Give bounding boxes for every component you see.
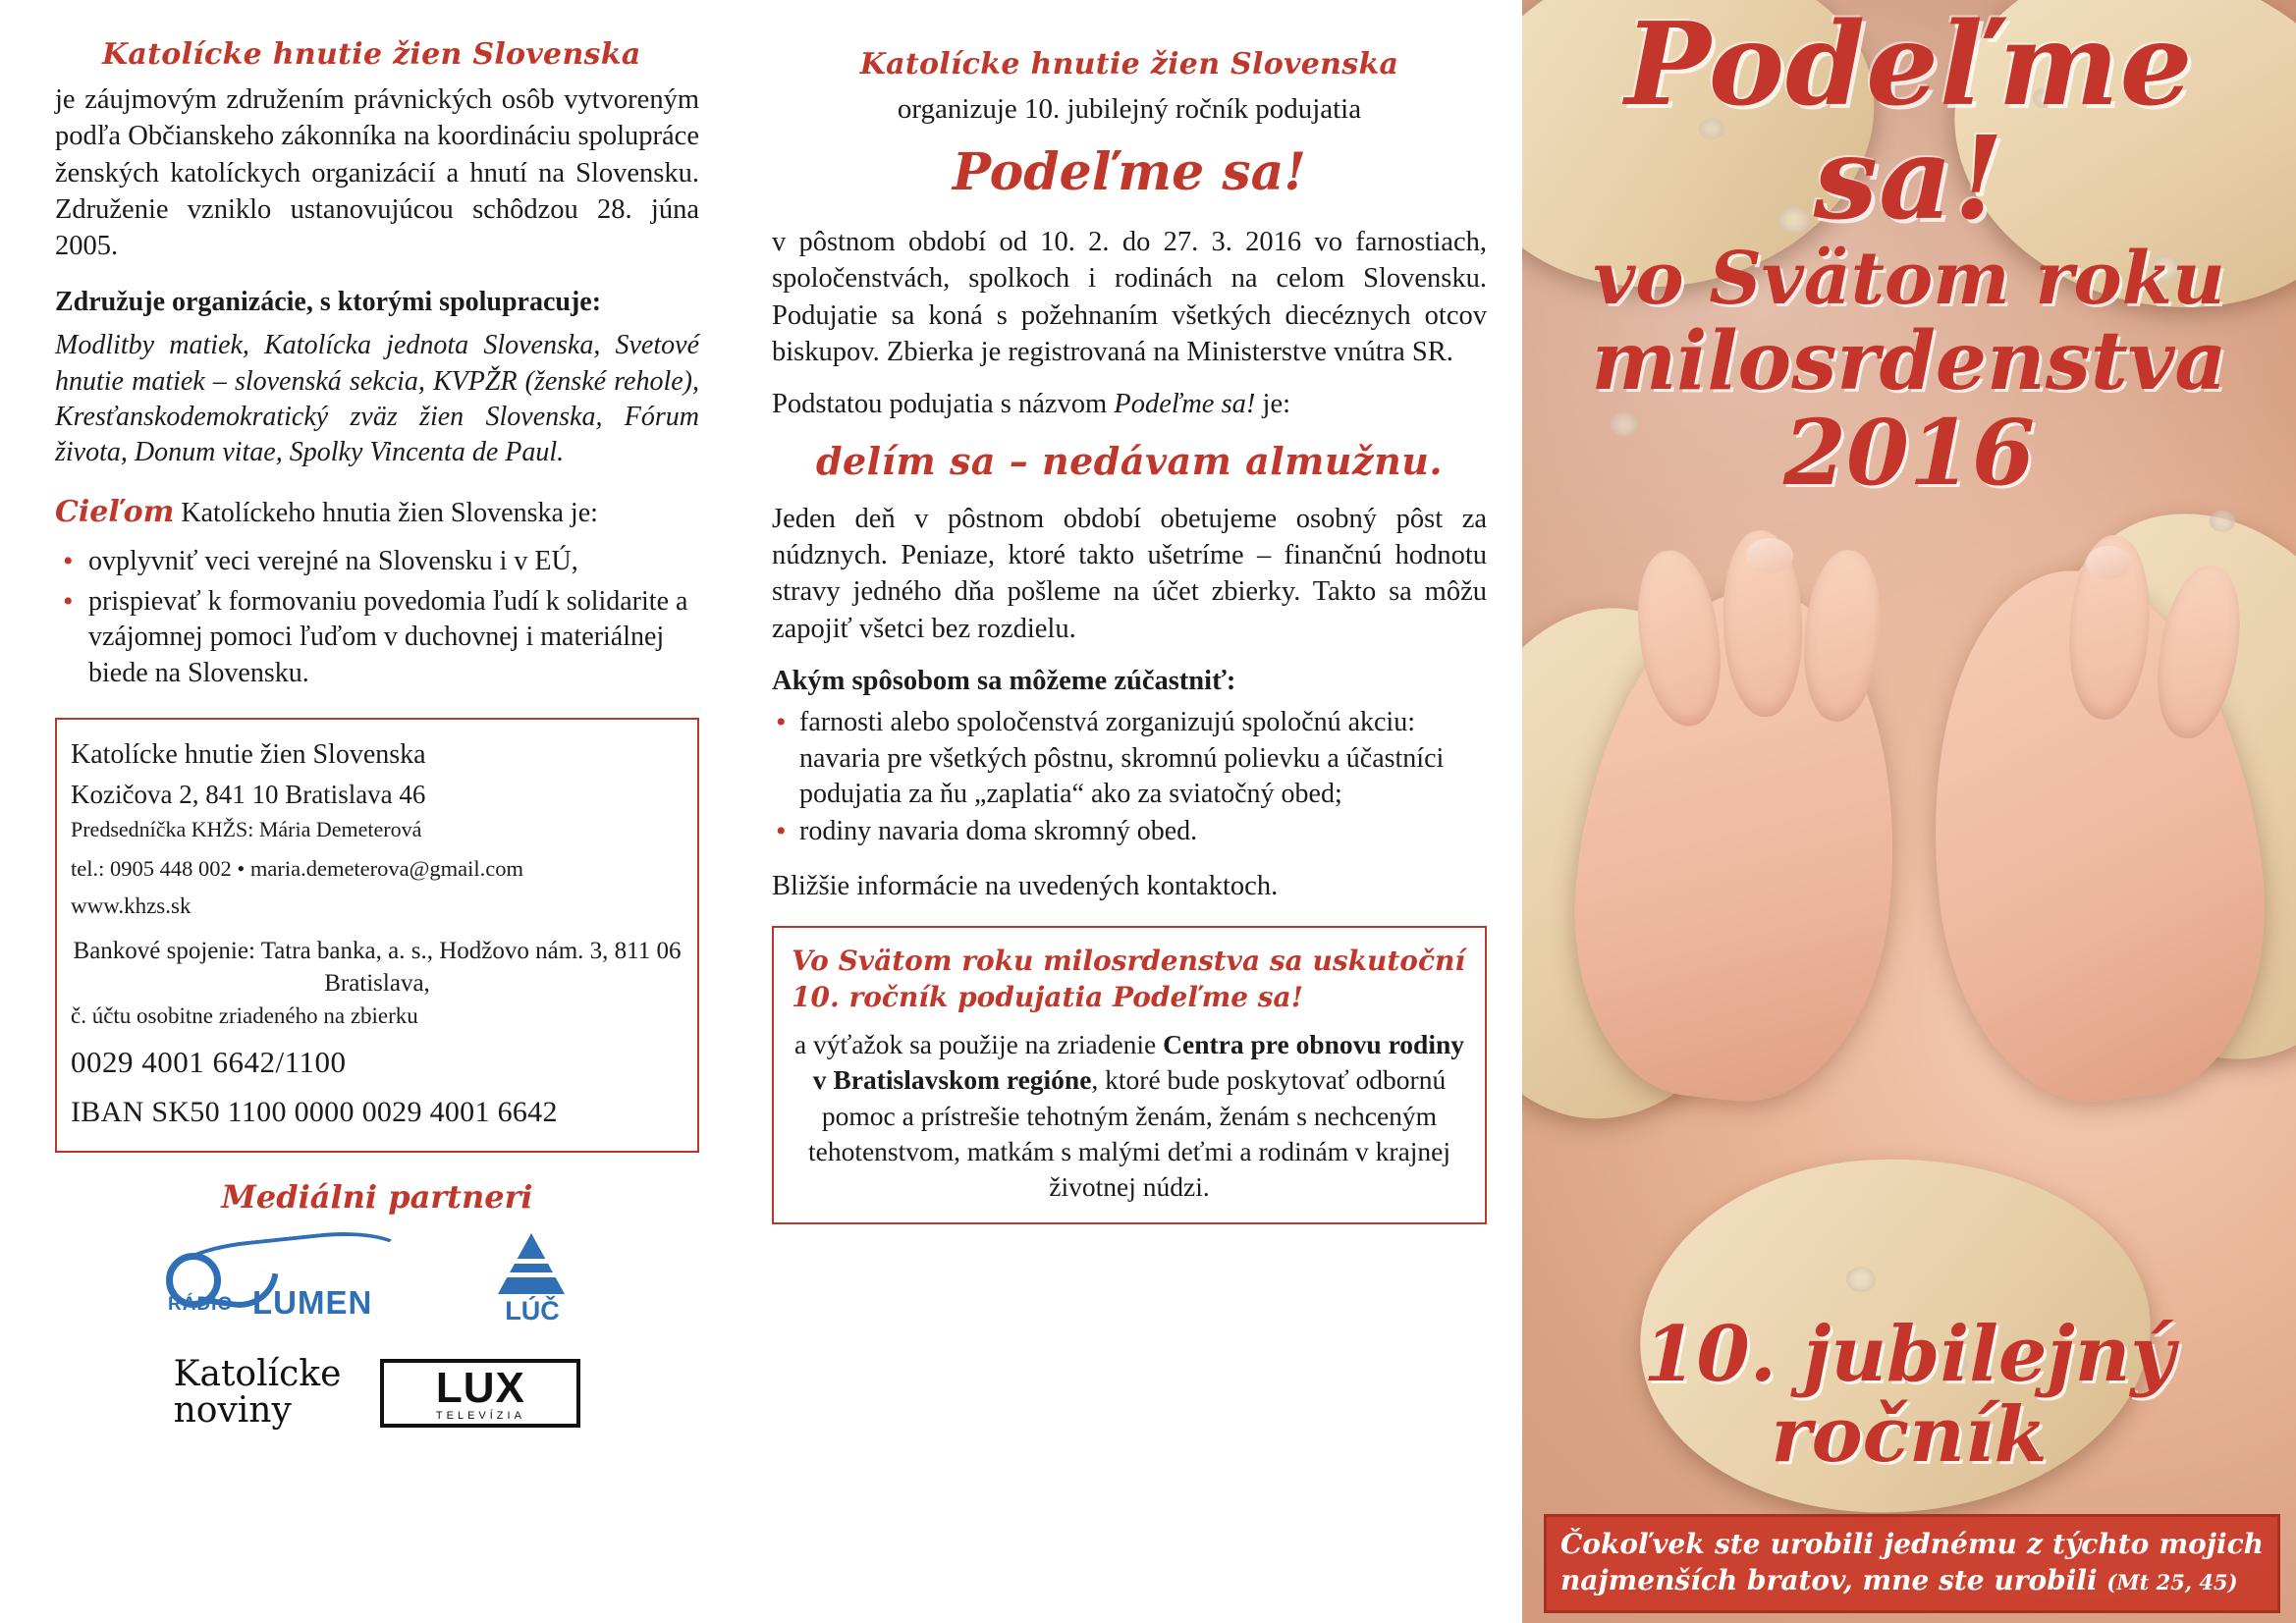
poster-line-1: Podeľme sa! (1624, 0, 2194, 245)
participation-list (772, 705, 1487, 850)
radio-lumen-small-label: RÁDIO (168, 1293, 234, 1315)
contact-bank-note: č. účtu osobitne zriadeného na zbierku (71, 1002, 418, 1028)
essence-post: je: (1255, 389, 1291, 420)
holy-year-box (772, 926, 1487, 1224)
triangle-icon (498, 1233, 565, 1294)
column-left (0, 0, 746, 1623)
associated-orgs-list: Modlitby matiek, Katolícka jednota Slovenska, Svetové hnutie matiek – slovenská sekcia, KVPŽR (ženské rehole), Kresťanskodemokratický zväz žien Slovenska, Fórum života, Donum vitae, Spolky Vincenta de Paul. (55, 330, 699, 468)
quote-body: Čokoľvek ste urobili jednému z týchto mojich najmenších bratov, mne ste urobili (1560, 1528, 2264, 1596)
event-period-paragraph: v pôstnom období od 10. 2. do 27. 3. 2016 vo farnostiach, spoločenstvách, spolkoch i rodinách na celom Slovensku. Podujatie sa koná s požehnaním všetkých diecéznych otcov biskupov. Zbierka je registrovaná na Ministerstve vnútra SR. (772, 226, 1487, 367)
poster-headline (1522, 0, 2296, 507)
column-middle (746, 0, 1522, 1623)
katolicke-noviny-line2: noviny (173, 1389, 292, 1431)
poster-jubilee-line-2: ročník (1771, 1390, 2048, 1481)
lux-label: LUX (435, 1363, 525, 1412)
org-name-heading: Katolícke hnutie žien Slovenska (102, 37, 641, 72)
finger-shape (1798, 547, 1887, 725)
contact-bank: Bankové spojenie: Tatra banka, a. s., Hodžovo nám. 3, 811 06 Bratislava, (73, 937, 682, 997)
event-motto: delím sa – nedávam almužnu. (815, 438, 1444, 483)
event-title: Podeľme sa! (952, 141, 1307, 202)
essence-event-name: Podeľme sa! (1114, 389, 1256, 420)
contact-org-name: Katolícke hnutie žien Slovenska (71, 739, 426, 771)
crumb-shape (1846, 1267, 1876, 1292)
fingernail-shape (1746, 538, 1793, 573)
crumb-shape (2210, 511, 2235, 532)
list-item: • farnosti alebo spoločenstvá zorganizujú spoločnú akciu: navaria pre všetkých pôstnu, skromnú polievku a účastníci podujatia za ňu „zaplatia“ ako za sviatočný obed; (772, 705, 1487, 812)
contact-account-number: 0029 4001 6642/1100 (71, 1044, 347, 1079)
lux-sublabel: TELEVÍZIA (435, 1409, 525, 1422)
line-icon (502, 1272, 561, 1277)
katolicke-noviny-logo (173, 1353, 342, 1431)
poster-quote-banner (1544, 1514, 2280, 1613)
box-body-post: , ktoré bude poskytovať odbornú pomoc a prístrešie tehotným ženám, ženám s nechceným tehotenstvom, matkám s malými deťmi a rodinám v krajnej životnej núdzi. (807, 1064, 1451, 1203)
box-body-pre: a výťažok sa použije na zriadenie (793, 1028, 1164, 1059)
poster-photo (1522, 0, 2296, 1623)
holy-year-box-body (792, 1027, 1467, 1205)
luc-logo (468, 1233, 596, 1331)
list-item: • prispievať k formovaniu povedomia ľudí k solidarite a vzájomnej pomoci ľuďom v duchovnej i materiálnej biede na Slovensku. (55, 584, 699, 693)
poster-line-3: milosrdenstva (1591, 314, 2227, 409)
poster-quote-text (1560, 1527, 2264, 1598)
contact-phone-email[interactable]: tel.: 0905 448 002 • maria.demeterova@gmail.com (71, 856, 523, 882)
contact-chairwoman: Predsedníčka KHŽS: Mária Demeterová (71, 817, 422, 842)
event-essence-paragraph (772, 386, 1487, 422)
poster-year: 2016 (1782, 400, 2036, 507)
poster-jubilee-block (1522, 1310, 2296, 1481)
goals-list (55, 544, 699, 693)
media-partners-row-1 (55, 1233, 699, 1331)
line-icon (496, 1259, 567, 1264)
goal-line (55, 493, 699, 532)
list-item: • rodiny navaria doma skromný obed. (772, 814, 1487, 849)
goal-line-rest: Katolíckeho hnutia žien Slovenska je: (181, 497, 598, 528)
quote-reference: (Mt 25, 45) (2106, 1569, 2238, 1595)
luc-label: LÚČ (505, 1295, 560, 1325)
org-name-heading-2: Katolícke hnutie žien Slovenska (859, 47, 1399, 81)
poster-jubilee-line-1: 10. jubilejný (1643, 1310, 2175, 1400)
list-item: • ovplyvniť veci verejné na Slovensku i v EÚ, (55, 544, 699, 580)
poster-line-2: vo Svätom roku (1593, 237, 2225, 321)
media-partners-heading: Mediálni partneri (221, 1177, 533, 1216)
contact-box (55, 718, 699, 1152)
essence-pre: Podstatou podujatia s názvom (772, 389, 1115, 420)
contact-iban: IBAN SK50 1100 0000 0029 4001 6642 (71, 1095, 558, 1128)
column-poster (1522, 0, 2296, 1623)
contact-address: Kozičova 2, 841 10 Bratislava 46 (71, 780, 426, 810)
box-body-bold: Centra pre obnovu rodiny v Bratislavskom regióne (812, 1028, 1465, 1096)
associated-orgs-heading: Združuje organizácie, s ktorými spolupracuje: (55, 286, 602, 317)
fasting-explanation-paragraph: Jeden deň v pôstnom období obetujeme osobný pôst za núdznych. Peniaze, ktoré takto ušetríme – finančnú hodnotu stravy jedného dňa pošleme na účet zbierky. Takto sa môžu zapojiť všetci bez rozdielu. (772, 503, 1487, 644)
participation-heading: Akým spôsobom sa môžeme zúčastniť: (772, 665, 1236, 696)
lux-televizia-logo (380, 1359, 580, 1428)
media-partners-row-2 (55, 1353, 699, 1431)
holy-year-box-heading: Vo Svätom roku milosrdenstva sa uskutoční 10. ročník podujatia Podeľme sa! (792, 945, 1466, 1013)
fingernail-shape (2086, 546, 2131, 579)
org-intro-paragraph: je záujmovým združením právnických osôb vytvoreným podľa Občianskeho zákonníka na koordináciu spolupráce ženských katolíckych organizácií a hnutí na Slovensku. Združenie vzniklo ustanovujúcou schôdzou 28. júna 2005. (55, 84, 699, 262)
katolicke-noviny-line1: Katolícke (173, 1353, 342, 1394)
contact-website[interactable]: www.khzs.sk (71, 893, 191, 918)
radio-lumen-big-label: LUMEN (252, 1283, 373, 1321)
radio-lumen-logo (158, 1235, 413, 1329)
goal-keyword: Cieľom (55, 494, 175, 529)
organises-line: organizuje 10. jubilejný ročník podujatia (897, 93, 1362, 125)
more-info-line: Bližšie informácie na uvedených kontaktoch. (772, 870, 1279, 901)
